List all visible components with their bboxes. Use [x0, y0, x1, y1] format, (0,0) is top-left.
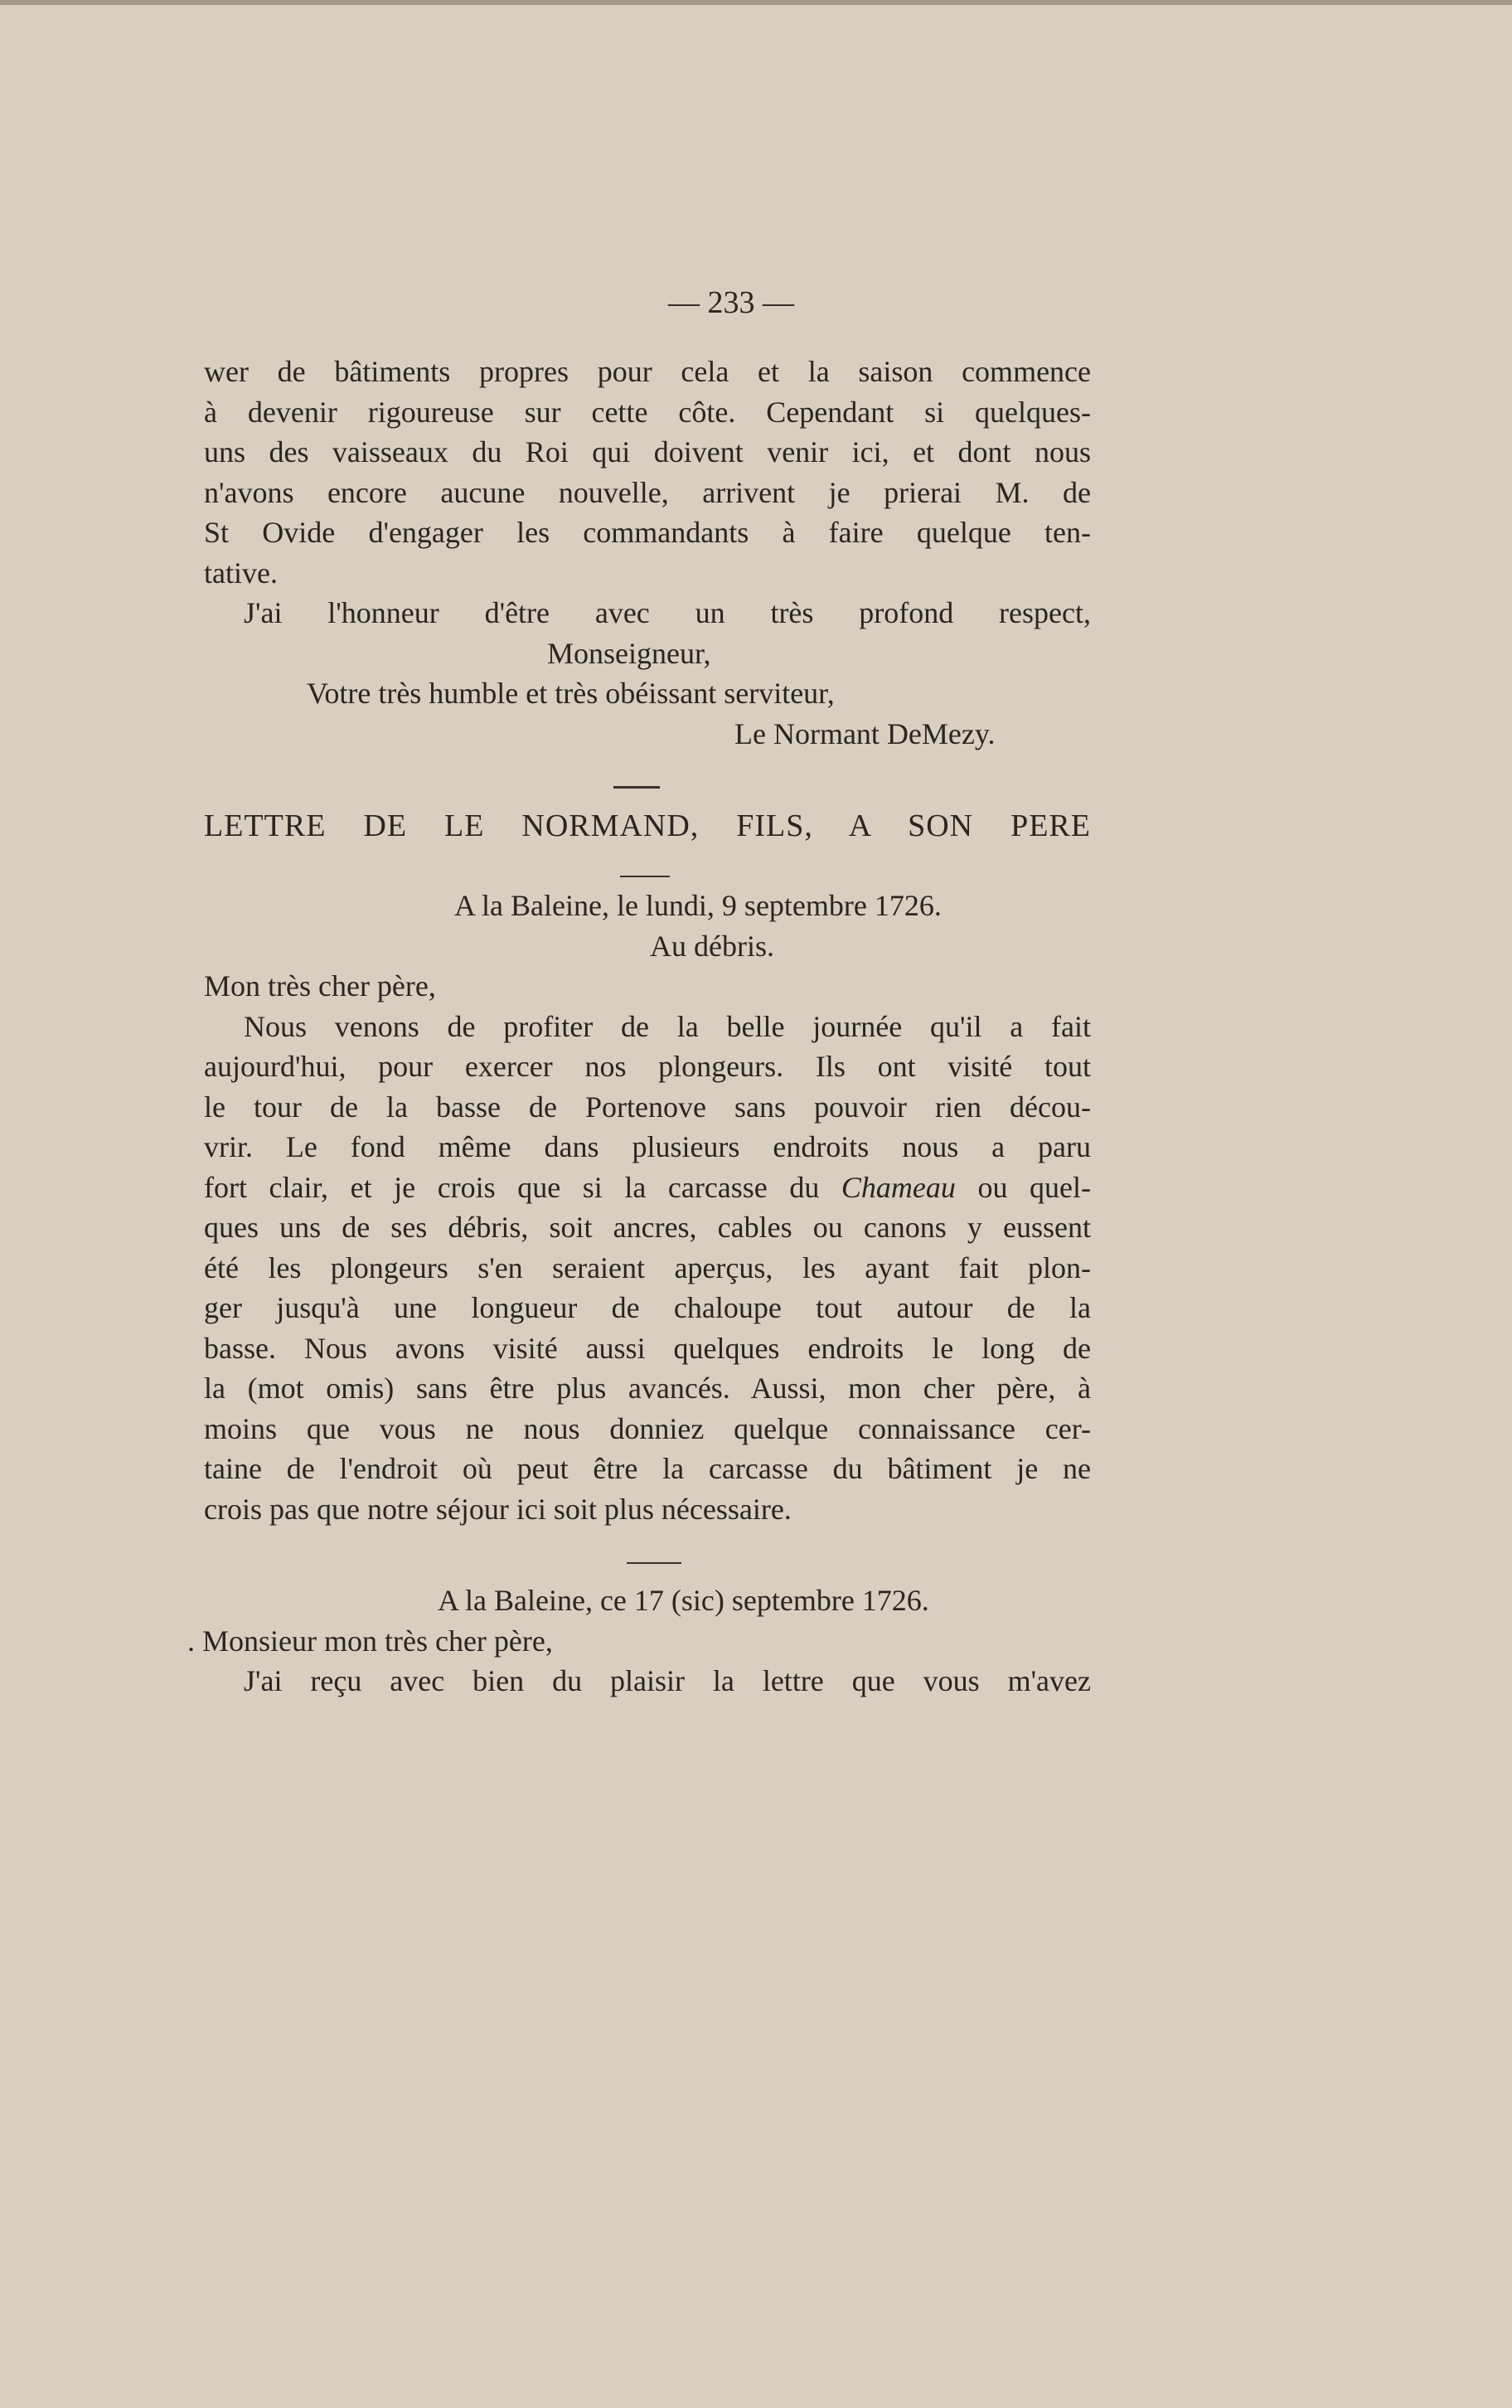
- letter-body-1: [204, 352, 1091, 754]
- text-line: aujourd'hui, pour exercer nos plongeurs. Ils ont visité tout: [204, 1050, 1091, 1083]
- text-line: tative.: [204, 556, 278, 590]
- text-line: St Ovide d'engager les commandants à faire quelque ten-: [204, 516, 1091, 549]
- letter-body-2: [204, 886, 1091, 1529]
- text-line: crois pas que notre séjour ici soit plus nécessaire.: [204, 1492, 792, 1526]
- text-line: vrir. Le fond même dans plusieurs endroits nous a paru: [204, 1130, 1091, 1163]
- salutation-monseigneur: Monseigneur,: [547, 636, 711, 670]
- page-edge: [0, 0, 1512, 5]
- text-line: [204, 1168, 1091, 1208]
- text-line: wer de bâtiments propres pour cela et la saison commence: [204, 355, 1091, 388]
- text-fragment: ou quel-: [955, 1170, 1092, 1204]
- short-rule: [620, 876, 670, 877]
- page-number: — 233 —: [668, 285, 794, 320]
- text-line: le tour de la basse de Portenove sans pouvoir rien décou-: [204, 1090, 1091, 1124]
- text-line: uns des vaisseaux du Roi qui doivent venir ici, et dont nous: [204, 435, 1091, 468]
- divider-rule: [613, 786, 660, 789]
- text-line: basse. Nous avons visité aussi quelques endroits le long de: [204, 1331, 1091, 1365]
- letter-body-3: [187, 1580, 1091, 1702]
- closing-line: J'ai l'honneur d'être avec un très profond respect,: [244, 596, 1091, 629]
- ship-name: Chameau: [841, 1170, 956, 1204]
- closing-line-2: Votre très humble et très obéissant serviteur,: [307, 677, 835, 710]
- text-fragment: fort clair, et je crois que si la carcasse du: [204, 1170, 841, 1204]
- salutation: Mon très cher père,: [204, 969, 436, 1003]
- dateline: A la Baleine, le lundi, 9 septembre 1726.: [454, 889, 942, 922]
- text-line: n'avons encore aucune nouvelle, arrivent je prierai M. de: [204, 475, 1091, 509]
- divider-rule-2: [627, 1562, 681, 1564]
- salutation-2: . Monsieur mon très cher père,: [187, 1624, 553, 1658]
- text-line: J'ai reçu avec bien du plaisir la lettre que vous m'avez: [244, 1664, 1091, 1697]
- text-line: ger jusqu'à une longueur de chaloupe tout autour de la: [204, 1291, 1091, 1324]
- text-line: la (mot omis) sans être plus avancés. Aussi, mon cher père, à: [204, 1371, 1091, 1405]
- signature: Le Normant DeMezy.: [734, 716, 996, 750]
- section-heading: LETTRE DE LE NORMAND, FILS, A SON PERE: [204, 808, 1091, 843]
- text-line: à devenir rigoureuse sur cette côte. Cependant si quelques-: [204, 395, 1091, 429]
- dateline-2: A la Baleine, ce 17 (sic) septembre 1726.: [438, 1584, 929, 1617]
- text-line: moins que vous ne nous donniez quelque connaissance cer-: [204, 1411, 1091, 1445]
- place-line: Au débris.: [650, 929, 774, 963]
- text-line: été les plongeurs s'en seraient aperçus, les ayant fait plon-: [204, 1250, 1091, 1284]
- text-line: Nous venons de profiter de la belle journée qu'il a fait: [244, 1009, 1091, 1043]
- text-line: ques uns de ses débris, soit ancres, cables ou canons y eussent: [204, 1211, 1091, 1244]
- letter-section-2: [204, 806, 1091, 847]
- text-line: taine de l'endroit où peut être la carcasse du bâtiment je ne: [204, 1452, 1091, 1485]
